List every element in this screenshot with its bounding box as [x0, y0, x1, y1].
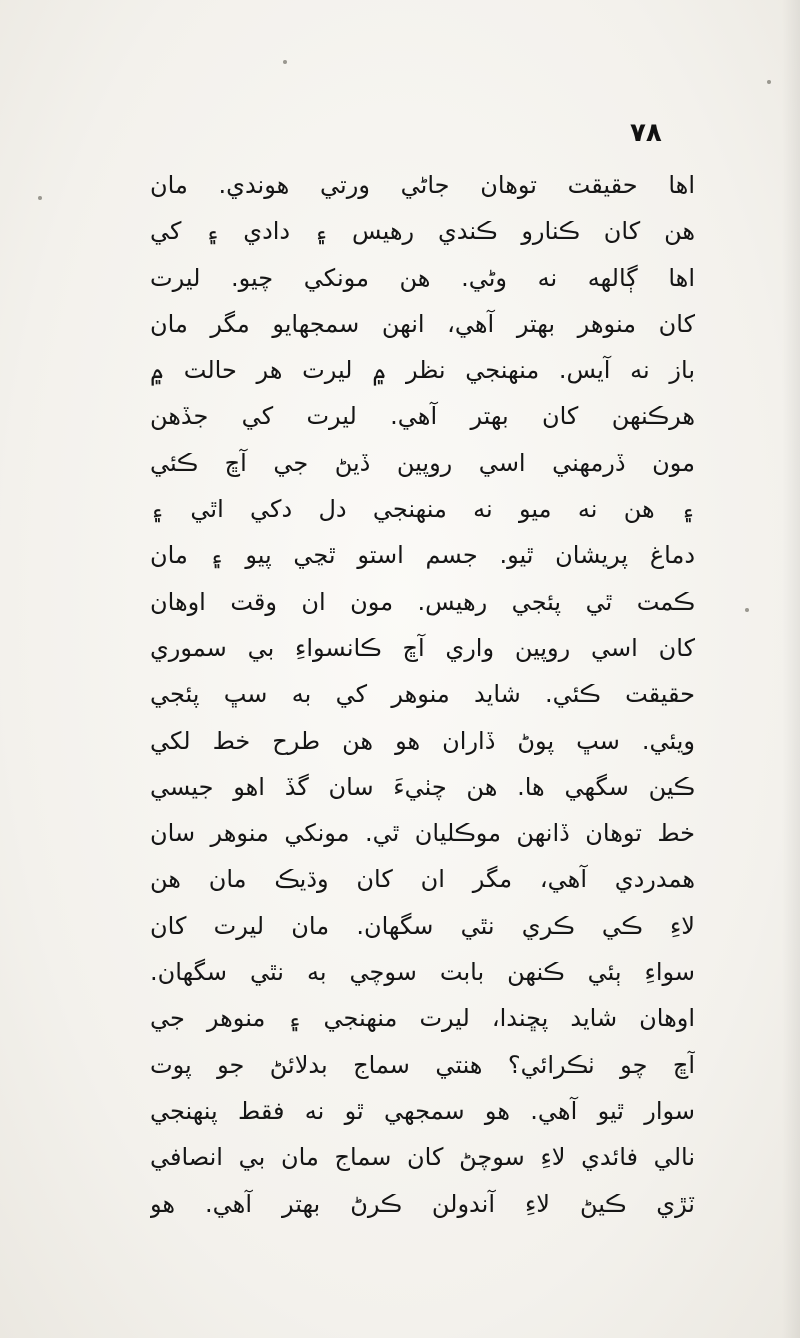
paper-speck — [767, 80, 771, 84]
text-line: ڪين سگهي ها. هن چٺيءَ سان گڏ اهو جيسي — [150, 772, 695, 801]
text-line: کان منوهر بهتر آهي، انهن سمجهايو مگر مان — [150, 309, 695, 338]
text-line: اها ڳالهه نه وڻي. هن مونکي چيو. ليرت — [150, 263, 695, 292]
text-line: کان اسي روپين واري آڇ ڪانسواءِ بي سموري — [150, 633, 695, 662]
text-line: لاءِ ڪي ڪري نٿي سگهان. مان ليرت کان — [150, 911, 695, 940]
page-number: ٧٨ — [630, 118, 662, 148]
paper-speck — [283, 60, 287, 64]
paper-speck — [745, 608, 749, 612]
text-line: آڇ چو ٺڪرائي؟ هنتي سماج بدلائڻ جو پوت — [150, 1050, 695, 1079]
text-line: مون ڏرمهني اسي روپين ڏيڻ جي آڇ ڪئي — [150, 448, 695, 477]
page-edge-shadow — [782, 0, 800, 1338]
text-line: همدردي آهي، مگر ان کان وڌيڪ مان هن — [150, 865, 695, 894]
text-line: هرڪنهن کان بهتر آهي. ليرت کي جڏهن — [150, 402, 695, 431]
text-line: ڪمت ٿي پئجي رهيس. مون ان وقت اوهان — [150, 587, 695, 616]
text-line: دماغ پريشان ٿيو. جسم استو ٿڃي پيو ۽ مان — [150, 541, 695, 570]
text-line: باز نه آيس. منهنجي نظر ۾ ليرت هر حالت ۾ — [150, 356, 695, 385]
text-line: سواءِ ٻئي ڪنهن بابت سوچي به نٿي سگهان. — [150, 958, 695, 987]
text-line: نالي فائدي لاءِ سوچڻ کان سماج مان بي انصافي — [150, 1143, 695, 1172]
text-line: ٽڙي ڪيڻ لاءِ آندولن ڪرڻ بهتر آهي. هو — [150, 1189, 695, 1218]
text-line: حقيقت ڪئي. شايد منوهر کي به سڀ پئجي — [150, 680, 695, 709]
text-line: اها حقيقت توهان جاڻي ورتي هوندي. مان — [150, 171, 695, 199]
paper-speck — [38, 196, 42, 200]
text-line: اوهان شايد پڇندا، ليرت منهنجي ۽ منوهر جي — [150, 1004, 695, 1033]
text-line: هن کان ڪنارو ڪندي رهيس ۽ دادي ۽ کي — [150, 217, 695, 246]
text-line: ۽ هن نه ميو نه منهنجي دل دکي اٿي ۽ — [150, 495, 695, 524]
body-text — [150, 162, 695, 1227]
text-line: خط توهان ڏانهن موڪليان ٿي. مونکي منوهر سان — [150, 819, 695, 848]
text-line: سوار ٿيو آهي. هو سمجهي ٿو نه فقط پنهنجي — [150, 1096, 695, 1125]
text-line: ويئي. سڀ پوڻ ڏاران هو هن طرح خط لکي — [150, 726, 695, 755]
